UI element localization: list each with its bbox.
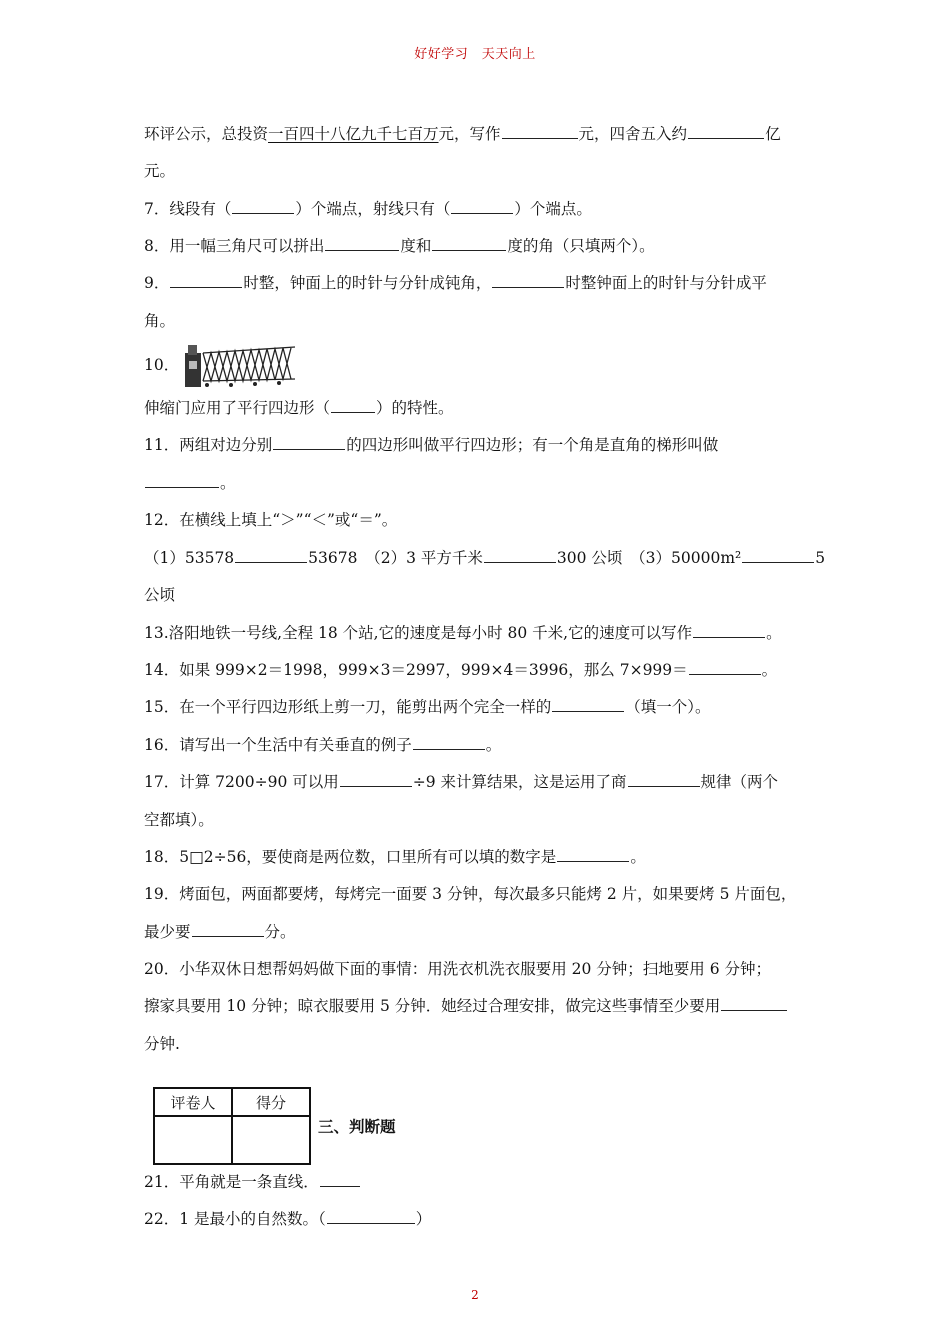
answer-blank[interactable] [145,473,219,488]
question-20-line-1: 20．小华双休日想帮妈妈做下面的事情：用洗衣机洗衣服要用 20 分钟；扫地要用 6 分钟； [144,960,772,978]
section-title: 三、判断题 [318,1117,396,1136]
answer-blank[interactable] [492,273,564,288]
answer-blank[interactable] [327,1209,415,1224]
answer-blank[interactable] [192,922,264,937]
answer-blank[interactable] [320,1172,360,1187]
page-header: 好好学习 天天向上 [414,47,536,62]
question-16: 16．请写出一个生活中有关垂直的例子 。 [144,736,502,754]
question-10-line-1: 10． [144,340,297,390]
question-9-line-1: 9． 时整，钟面上的时针与分针成钝角， 时整钟面上的时针与分针成平 [144,274,767,292]
grader-header: 评卷人 [154,1088,232,1116]
grader-cell[interactable] [154,1116,232,1164]
page-number: 2 [471,1288,479,1302]
question-11-line-2: 。 [144,473,236,493]
question-12-items: （1）53578 53678 （2）3 平方千米 300 公顷 （3）50000m² 5 [144,549,826,567]
question-8: 8．用一幅三角尺可以拼出 度和 度的角（只填两个）。 [144,237,655,255]
question-12-items-cont: 公顷 [144,586,176,604]
question-12: 12．在横线上填上“＞”“＜”或“＝”。 [144,511,398,529]
question-7: 7．线段有（ ）个端点，射线只有（ ）个端点。 [144,200,592,218]
answer-blank[interactable] [721,996,787,1011]
question-21: 21．平角就是一条直线． [144,1172,361,1192]
answer-blank[interactable] [688,124,764,139]
answer-blank[interactable] [557,847,629,862]
answer-blank[interactable] [413,735,485,750]
question-22: 22．1 是最小的自然数。（ ） [144,1210,432,1228]
question-13: 13.洛阳地铁一号线,全程 18 个站,它的速度是每小时 80 千米,它的速度可以写作 。 [144,624,782,642]
answer-blank[interactable] [552,697,624,712]
question-18: 18．5□2÷56，要使商是两位数，口里所有可以填的数字是 。 [144,848,646,866]
answer-blank[interactable] [484,548,556,563]
answer-blank[interactable] [689,660,761,675]
answer-blank[interactable] [502,124,578,139]
answer-blank[interactable] [340,772,412,787]
question-19-line-2: 最少要 分。 [144,923,296,941]
answer-blank[interactable] [628,772,700,787]
question-15: 15．在一个平行四边形纸上剪一刀，能剪出两个完全一样的 （填一个）。 [144,698,711,716]
question-11-line-1: 11．两组对边分别 的四边形叫做平行四边形；有一个角是直角的梯形叫做 [144,436,719,454]
answer-blank[interactable] [742,548,814,563]
question-19-line-1: 19．烤面包，两面都要烤，每烤完一面要 3 分钟，每次最多只能烤 2 片，如果要烤 5 片面包， [144,885,797,903]
score-header: 得分 [232,1088,310,1116]
answer-blank[interactable] [325,236,399,251]
retractable-gate-image [185,343,297,389]
question-6-line-1: 环评公示，总投资一百四十八亿九千七百万元，写作 元，四舍五入约 亿 [144,125,781,143]
answer-blank[interactable] [432,236,506,251]
grader-score-table [153,1087,311,1165]
answer-blank[interactable] [235,548,307,563]
question-14: 14．如果 999×2＝1998，999×3＝2997，999×4＝3996，那么 7×999＝ 。 [144,661,778,679]
question-9-line-2: 角。 [144,312,176,330]
answer-blank[interactable] [170,273,242,288]
question-6-line-2: 元。 [144,162,176,180]
question-10-line-2: 伸缩门应用了平行四边形（ ）的特性。 [144,399,454,417]
question-20-line-3: 分钟. [144,1035,180,1053]
answer-blank[interactable] [331,398,375,413]
question-17-line-2: 空都填）。 [144,811,214,829]
question-17-line-1: 17．计算 7200÷90 可以用 ÷9 来计算结果，这是运用了商 规律（两个 [144,773,779,791]
answer-blank[interactable] [232,199,294,214]
question-20-line-2: 擦家具要用 10 分钟；晾衣服要用 5 分钟．她经过合理安排，做完这些事情至少要用 [144,996,788,1016]
score-cell[interactable] [232,1116,310,1164]
answer-blank[interactable] [451,199,513,214]
answer-blank[interactable] [273,435,345,450]
answer-blank[interactable] [693,623,765,638]
